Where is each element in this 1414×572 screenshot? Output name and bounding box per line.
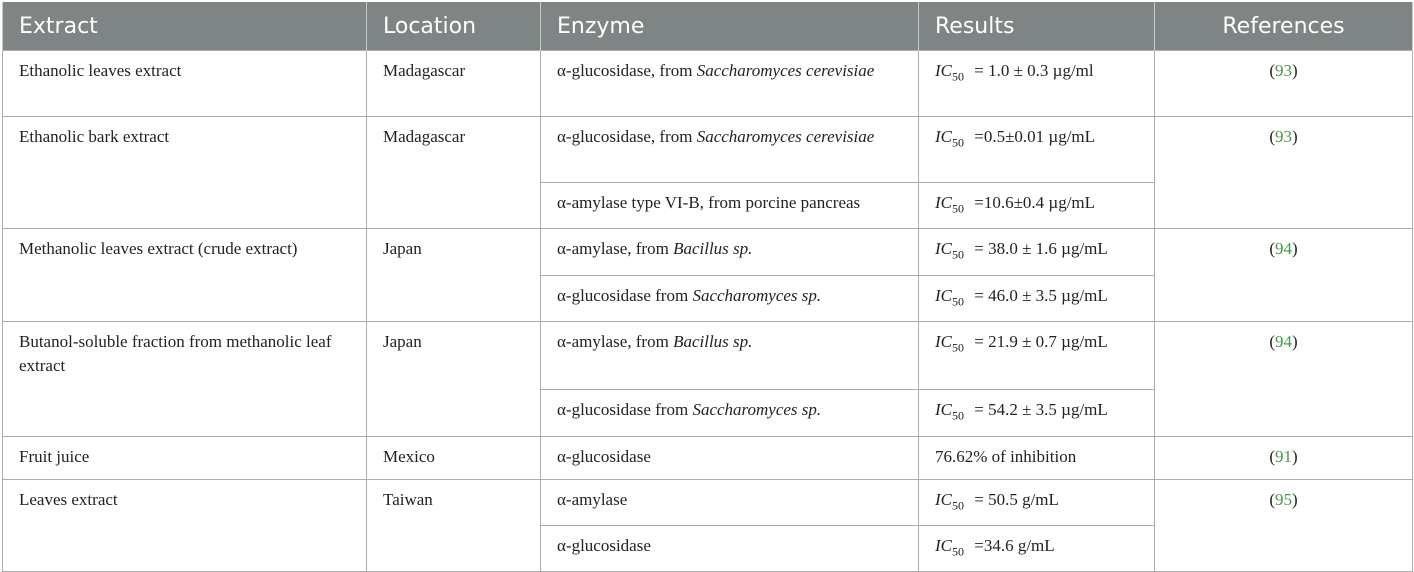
table-row bbox=[3, 117, 1413, 183]
cell-extract: Fruit juice bbox=[3, 436, 367, 479]
header-row bbox=[3, 2, 1413, 51]
cell-enzyme: α-amylase, from Bacillus sp. bbox=[541, 229, 919, 275]
cell-reference: (94) bbox=[1155, 322, 1413, 436]
header-references: References bbox=[1155, 2, 1413, 51]
cell-extract: Butanol-soluble fraction from methanolic leaf extract bbox=[3, 322, 367, 436]
table-row bbox=[3, 229, 1413, 275]
cell-result: $IC_{50} =0.5\pm 0.01$ µg/mL bbox=[919, 117, 1155, 183]
cell-location: Mexico bbox=[367, 436, 541, 479]
cell-enzyme: α-glucosidase, from Saccharomyces cerevisiae bbox=[541, 51, 919, 117]
cell-enzyme: α-glucosidase, from Saccharomyces cerevisiae bbox=[541, 117, 919, 183]
header-location: Location bbox=[367, 2, 541, 51]
cell-result: $IC_{50} = 54.2 \pm 3.5$ µg/mL bbox=[919, 390, 1155, 436]
cell-location: Japan bbox=[367, 229, 541, 322]
cell-enzyme: α-amylase bbox=[541, 479, 919, 525]
reference-link[interactable]: 95 bbox=[1275, 489, 1292, 509]
header-enzyme: Enzyme bbox=[541, 2, 919, 51]
cell-result: $IC_{50} = 1.0 \pm 0.3$ µg/ml bbox=[919, 51, 1155, 117]
cell-enzyme: α-amylase, from Bacillus sp. bbox=[541, 322, 919, 390]
cell-enzyme: α-glucosidase bbox=[541, 525, 919, 571]
cell-reference: (93) bbox=[1155, 117, 1413, 229]
cell-extract: Methanolic leaves extract (crude extract) bbox=[3, 229, 367, 322]
cell-result: $IC_{50} = 21.9 \pm 0.7$ µg/mL bbox=[919, 322, 1155, 390]
cell-enzyme: α-glucosidase from Saccharomyces sp. bbox=[541, 390, 919, 436]
cell-location: Taiwan bbox=[367, 479, 541, 572]
cell-location: Madagascar bbox=[367, 51, 541, 117]
cell-enzyme: α-amylase type VI-B, from porcine pancreas bbox=[541, 183, 919, 229]
reference-link[interactable]: 94 bbox=[1275, 239, 1292, 259]
cell-result: $IC_{50} = 50.5$ g/mL bbox=[919, 479, 1155, 525]
cell-reference: (91) bbox=[1155, 436, 1413, 479]
cell-location: Japan bbox=[367, 322, 541, 436]
cell-extract: Leaves extract bbox=[3, 479, 367, 572]
table-row bbox=[3, 51, 1413, 117]
cell-extract: Ethanolic leaves extract bbox=[3, 51, 367, 117]
cell-reference: (95) bbox=[1155, 479, 1413, 572]
cell-result: $IC_{50} =34.6$ g/mL bbox=[919, 525, 1155, 571]
reference-link[interactable]: 93 bbox=[1275, 61, 1292, 80]
table-row bbox=[3, 322, 1413, 390]
header-results: Results bbox=[919, 2, 1155, 51]
cell-extract: Ethanolic bark extract bbox=[3, 117, 367, 229]
reference-link[interactable]: 94 bbox=[1275, 332, 1292, 352]
cell-result: 76.62% of inhibition bbox=[919, 436, 1155, 479]
data-table bbox=[2, 2, 1413, 572]
cell-reference: (94) bbox=[1155, 229, 1413, 322]
cell-result: $IC_{50} = 46.0 \pm 3.5$ µg/mL bbox=[919, 275, 1155, 321]
cell-enzyme: α-glucosidase from Saccharomyces sp. bbox=[541, 275, 919, 321]
cell-result: $IC_{50} =10.6\pm 0.4$ µg/mL bbox=[919, 183, 1155, 229]
cell-enzyme: α-glucosidase bbox=[541, 436, 919, 479]
reference-link[interactable]: 91 bbox=[1275, 446, 1292, 466]
header-extract: Extract bbox=[3, 2, 367, 51]
cell-location: Madagascar bbox=[367, 117, 541, 229]
table-row bbox=[3, 479, 1413, 525]
reference-link[interactable]: 93 bbox=[1275, 127, 1292, 146]
table-row bbox=[3, 436, 1413, 479]
cell-reference: (93) bbox=[1155, 51, 1413, 117]
cell-result: $IC_{50} = 38.0 \pm 1.6$ µg/mL bbox=[919, 229, 1155, 275]
